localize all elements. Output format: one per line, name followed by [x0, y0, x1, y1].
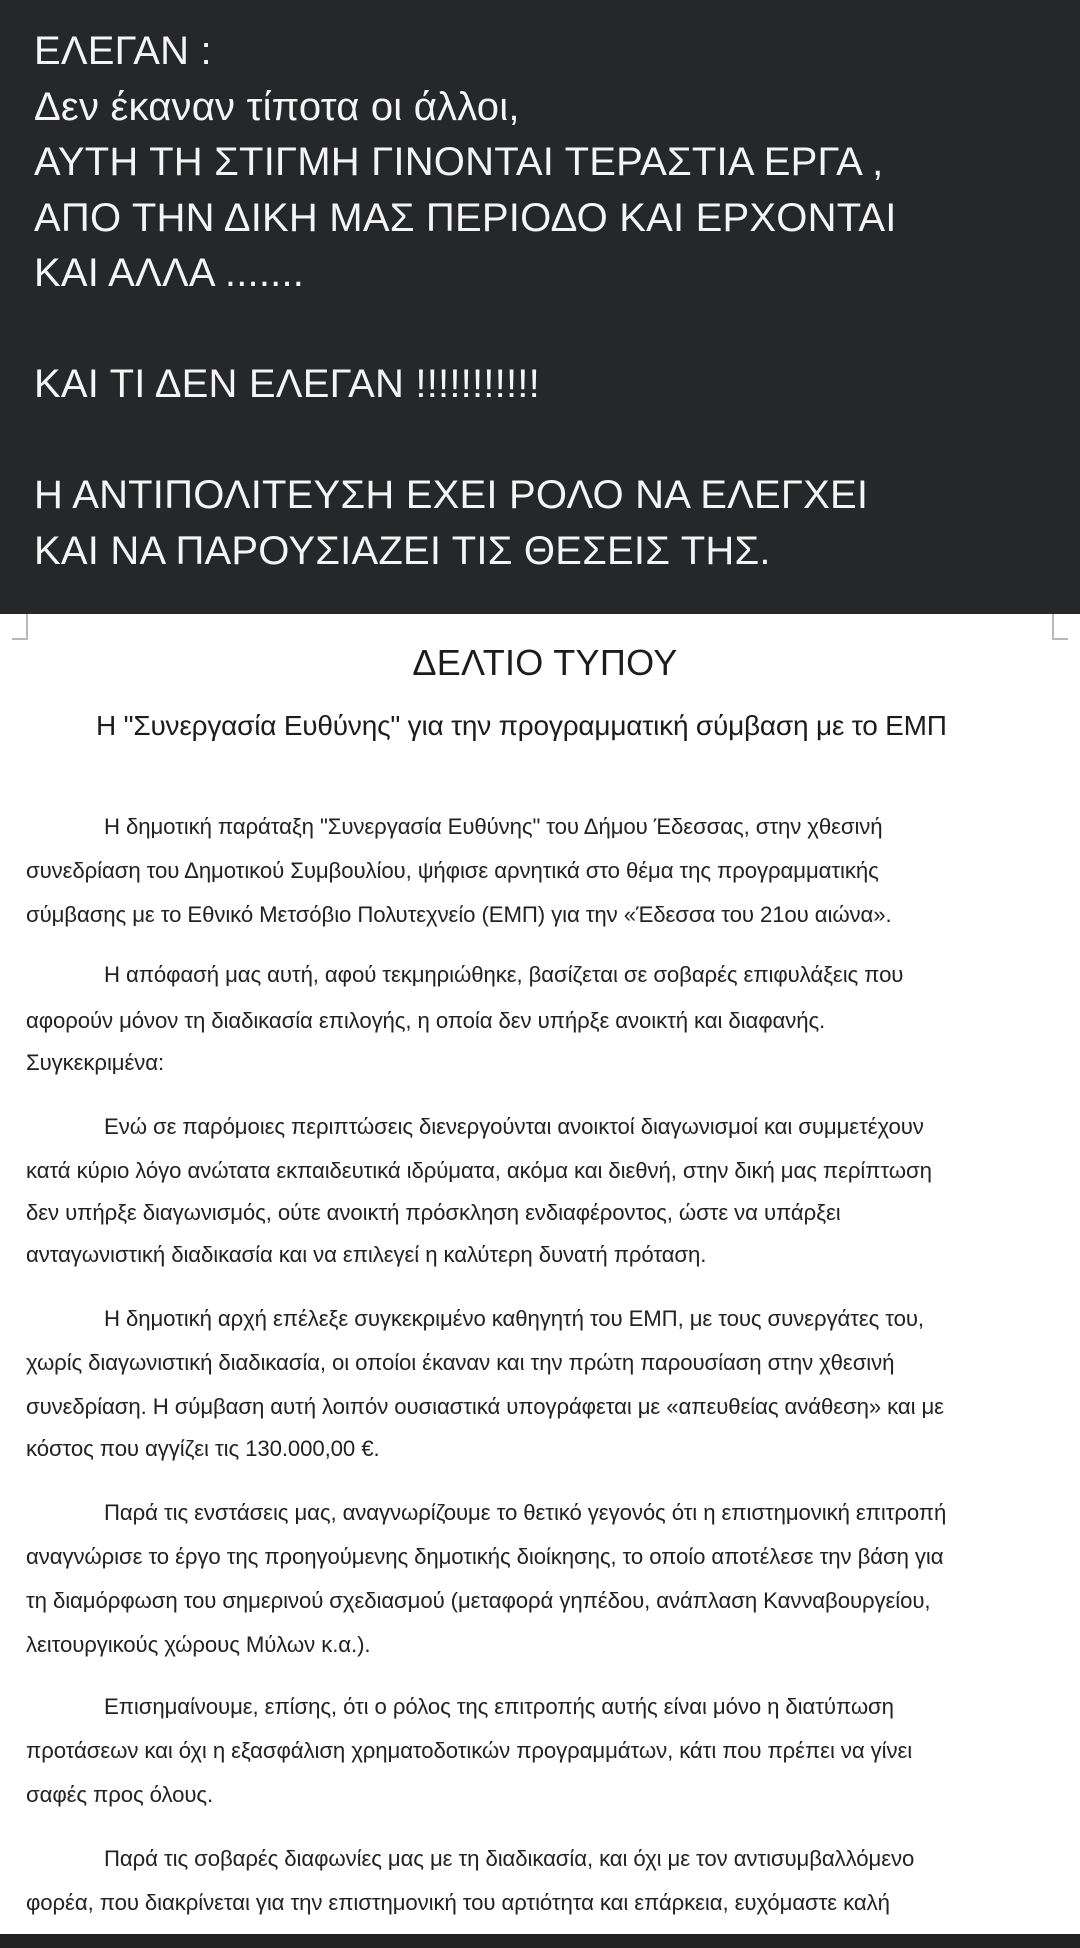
document-line: λειτουργικούς χώρους Μύλων κ.α.). — [26, 1632, 371, 1657]
document-line: Η απόφασή μας αυτή, αφού τεκμηριώθηκε, βασίζεται σε σοβαρές επιφυλάξεις που — [104, 962, 904, 987]
document-subtitle: Η "Συνεργασία Ευθύνης" για την προγραμματική σύμβαση με το ΕΜΠ — [96, 710, 947, 741]
post-text-line: Δεν έκαναν τίποτα οι άλλοι, — [34, 84, 520, 129]
post-text-spacer — [34, 413, 1046, 469]
document-line: συνεδρίαση. Η σύμβαση αυτή λοιπόν ουσιαστικά υπογράφεται με «απευθείας ανάθεση» και με — [26, 1394, 944, 1419]
post-text-line: ΚΑΙ ΤΙ ΔΕΝ ΕΛΕΓΑΝ !!!!!!!!!!! — [34, 362, 540, 406]
bottom-bar — [0, 1934, 1080, 1948]
document-line: χωρίς διαγωνιστική διαδικασία, οι οποίοι έκαναν και την πρώτη παρουσίαση στην χθεσινή — [26, 1350, 895, 1375]
document-line: σαφές προς όλους. — [26, 1782, 214, 1807]
document-line: Η δημοτική αρχή επέλεξε συγκεκριμένο καθηγητή του ΕΜΠ, με τους συνεργάτες του, — [104, 1306, 924, 1331]
crop-mark-left — [12, 614, 28, 640]
document-line: κατά κύριο λόγο ανώτατα εκπαιδευτικά ιδρύματα, ακόμα και διεθνή, στην δική μας περίπτωση — [26, 1158, 932, 1183]
document-line: Παρά τις σοβαρές διαφωνίες μας με τη διαδικασία, και όχι με τον αντισυμβαλλόμενο — [104, 1846, 915, 1871]
document-line: φορέα, που διακρίνεται για την επιστημονική του αρτιότητα και επάρκεια, ευχόμαστε καλή — [26, 1890, 890, 1915]
post-text-spacer — [34, 302, 1046, 358]
document-line: προτάσεων και όχι η εξασφάλιση χρηματοδοτικών προγραμμάτων, κάτι που πρέπει να γίνει — [26, 1738, 913, 1763]
crop-mark-right — [1052, 614, 1068, 640]
document-line: Επισημαίνουμε, επίσης, ότι ο ρόλος της επιτροπής αυτής είναι μόνο η διατύπωση — [104, 1694, 894, 1719]
document-line: κόστος που αγγίζει τις 130.000,00 €. — [26, 1436, 380, 1461]
press-release-image[interactable] — [0, 614, 1080, 1934]
document-line: Συγκεκριμένα: — [26, 1050, 165, 1075]
post-text-line: Η ΑΝΤΙΠΟΛΙΤΕΥΣΗ ΕΧΕΙ ΡΟΛΟ ΝΑ ΕΛΕΓΧΕΙ — [34, 473, 869, 517]
post-text-block — [0, 0, 1080, 614]
document-line: Η δημοτική παράταξη "Συνεργασία Ευθύνης" του Δήμου Έδεσσας, στην χθεσινή — [104, 814, 883, 839]
document-line: δεν υπήρξε διαγωνισμός, ούτε ανοικτή πρόσκληση ενδιαφέροντος, ώστε να υπάρξει — [26, 1200, 841, 1225]
document-line: αναγνώρισε το έργο της προηγούμενης δημοτικής διοίκησης, το οποίο αποτέλεσε την βάση για — [26, 1544, 944, 1569]
document-line: Παρά τις ενστάσεις μας, αναγνωρίζουμε το θετικό γεγονός ότι η επιστημονική επιτροπή — [104, 1500, 947, 1525]
post-text-line: ΚΑΙ ΑΛΛΑ ....... — [34, 251, 305, 295]
document-line: τη διαμόρφωση του σημερινού σχεδιασμού (μεταφορά γηπέδου, ανάπλαση Κανναβουργείου, — [26, 1588, 931, 1613]
document-line: αφορούν μόνον τη διαδικασία επιλογής, η οποία δεν υπήρξε ανοικτή και διαφανής. — [26, 1008, 826, 1033]
document-title: ΔΕΛΤΙΟ ΤΥΠΟΥ — [412, 642, 678, 683]
post-text-line: ΑΥΤΗ ΤΗ ΣΤΙΓΜΗ ΓΙΝΟΝΤΑΙ ΤΕΡΑΣΤΙΑ ΕΡΓΑ , — [34, 140, 884, 184]
document-line: ανταγωνιστική διαδικασία και να επιλεγεί η καλύτερη δυνατή πρόταση. — [26, 1242, 707, 1267]
document-line: σύμβασης με το Εθνικό Μετσόβιο Πολυτεχνείο (ΕΜΠ) για την «Έδεσσα του 21ου αιώνα». — [26, 902, 892, 927]
post-text-line: ΕΛΕΓΑΝ : — [34, 29, 212, 73]
post-text-line: ΑΠΟ ΤΗΝ ΔΙΚΗ ΜΑΣ ΠΕΡΙΟΔΟ ΚΑΙ ΕΡΧΟΝΤΑΙ — [34, 195, 897, 240]
document-line: Ενώ σε παρόμοιες περιπτώσεις διενεργούνται ανοικτοί διαγωνισμοί και συμμετέχουν — [104, 1114, 924, 1139]
document-line: συνεδρίαση του Δημοτικού Συμβουλίου, ψήφισε αρνητικά στο θέμα της προγραμματικής — [26, 858, 879, 883]
post-text-line: ΚΑΙ ΝΑ ΠΑΡΟΥΣΙΑΖΕΙ ΤΙΣ ΘΕΣΕΙΣ ΤΗΣ. — [34, 528, 771, 573]
